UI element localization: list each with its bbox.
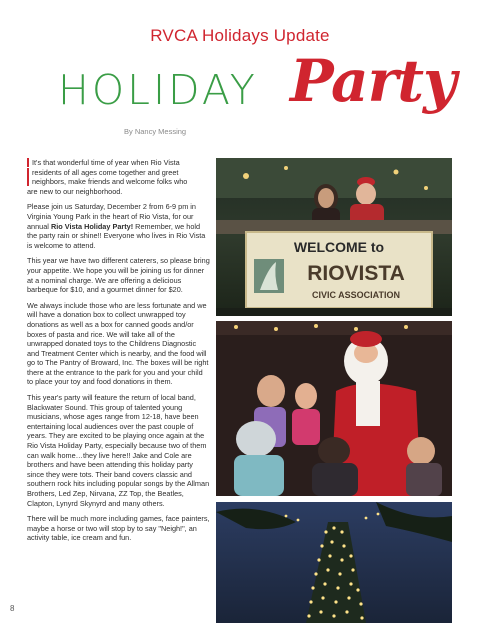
- sign-welcome-text: WELCOME to: [293, 239, 385, 255]
- photo-santa-children-image: [216, 321, 452, 496]
- invite-text-b: Remember, we hold the party rain or shine!! Everyone who lives in Rio Vista is welcome to attend.: [27, 221, 206, 250]
- paragraph-band: This year's party will feature the return of local band, Blackwater Sound. This group of talented young musicians, whose ages range from 12-18, have been entertaining local audiences over the past couple of years. They are excited to be playing once again at the Rio Vista Holiday Party, especially because two of them can walk home…they live here!! Jake and Cole are brothers and have been attending this holiday party since they were tots. Their band covers classic and southern rock hits including popular songs by the Allman Brothers, Led Zep, Nirvana, ZZ Top, the Beatles, Clapton, Lynyrd Skynyrd and many others.: [27, 393, 210, 508]
- article-body: [27, 158, 210, 549]
- header-title: RVCA Holidays Update: [150, 26, 330, 45]
- invite-text-a: Please join us Saturday, December 2 from 6-9 pm in Virginia Young Park in the heart of Rio Vista, for our annual: [27, 202, 196, 231]
- paragraph-invite: [27, 202, 210, 250]
- photo-lit-palm-tree: [216, 502, 452, 623]
- paragraph-caterers: This year we have two different caterers, so please bring your appetite. We hope you will be joining us for dinner at a nominal charge. We are offering a delicious barbeque for $10, and a gourmet dinner for $20.: [27, 256, 210, 295]
- intro-line-2: residents of all ages come together and greet: [32, 167, 179, 177]
- dropcap: I: [32, 158, 35, 167]
- paragraph-donations: We always include those who are less fortunate and we will have a donation box to collect unwrapped toy donations as well as a box for canned goods and/or boxes of pasta and rice. We will take all of the unwrapped donated toys to the Childrens Diagnostic and Treatment Center which is nearby, and the food will go to The Pantry of Broward, Inc. The boxes will be right there at the entrance to the park for you and your child to place your toy and food donations in them.: [27, 300, 209, 387]
- intro-line-1: t's that wonderful time of year when Rio Vista: [34, 158, 180, 167]
- dropcap-block: [27, 158, 180, 167]
- headline-holiday: HOLIDAY: [58, 66, 258, 114]
- sign-riovista-text: RIOVISTA: [307, 262, 405, 285]
- sign-civic-text: CIVIC ASSOCIATION: [311, 290, 401, 300]
- intro-line-4: are new to our neighborhood.: [27, 186, 123, 196]
- page-number: 8: [10, 604, 15, 613]
- paragraph-activities: There will be much more including games, face painters, maybe a horse or two will stop by to say "Neigh!", an activity table, ice cream and fun.: [27, 514, 210, 543]
- paragraph-intro: [27, 158, 210, 196]
- photo-welcome-table-image: [216, 158, 452, 316]
- photo-welcome-table: [216, 158, 452, 316]
- photo-lit-palm-tree-image: [216, 502, 452, 623]
- invite-event-name: Rio Vista Holiday Party!: [50, 221, 134, 231]
- intro-line-3: neighbors, make friends and welcome folks who: [32, 177, 188, 187]
- headline-party-script: Party: [290, 47, 456, 115]
- photo-santa-children: [216, 321, 452, 496]
- byline: By Nancy Messing: [124, 127, 187, 136]
- dropcap-block-3: [27, 177, 187, 186]
- dropcap-block-2: [27, 168, 178, 177]
